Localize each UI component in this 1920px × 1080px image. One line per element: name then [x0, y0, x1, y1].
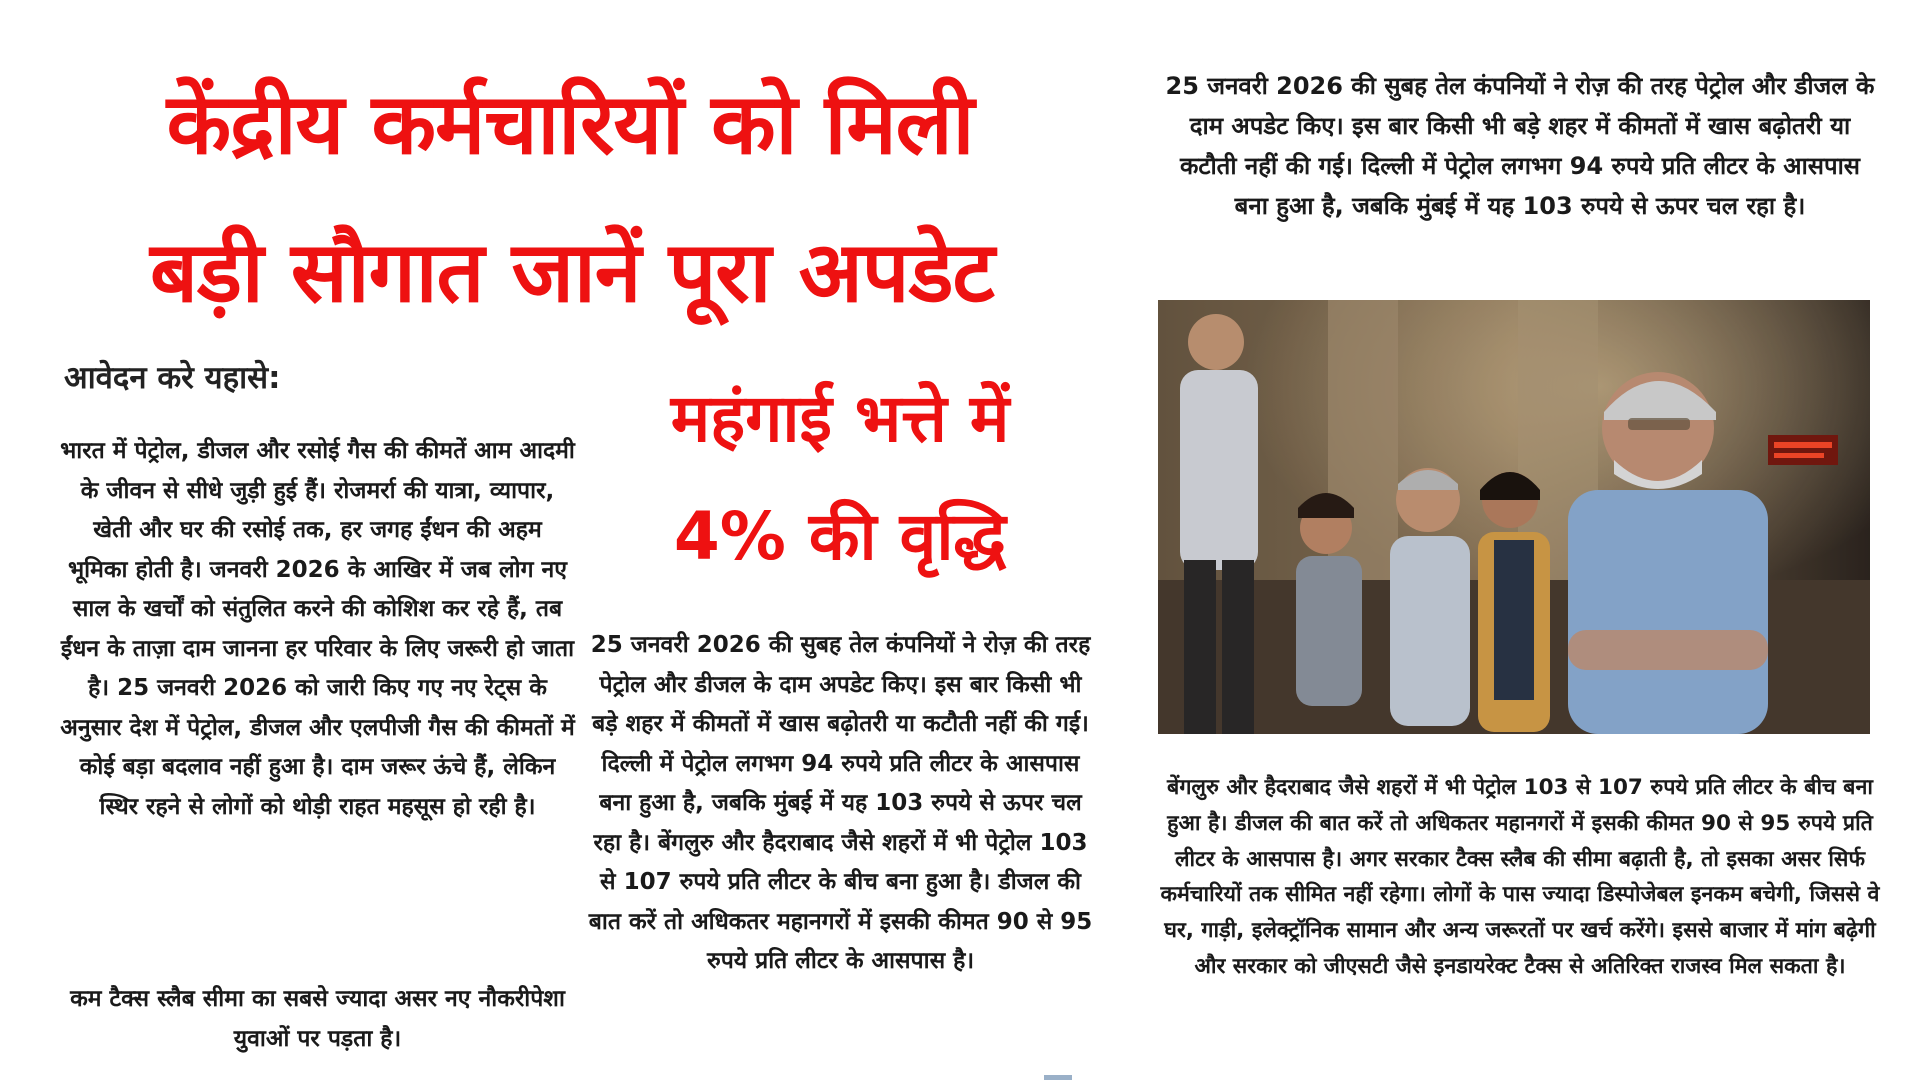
left-column-paragraph-1: भारत में पेट्रोल, डीजल और रसोई गैस की कीमतें आम आदमी के जीवन से सीधे जुड़ी हुई हैं। रोजमर्रा की यात्रा, व्यापार, खेती और घर की रसोई तक, हर जगह ईंधन की अहम भूमिका होती है। जनवरी 2026 के आखिर में जब लोग नए साल के खर्चों को संतुलित करने की कोशिश कर रहे हैं, तब ईंधन के ताज़ा दाम जानना हर परिवार के लिए जरूरी हो जाता है। 25 जनवरी 2026 को जारी किए गए नए रेट्स के अनुसार देश में पेट्रोल, डीजल और एलपीजी गैस की कीमतों में कोई बड़ा बदलाव नहीं हुआ है। दाम जरूर ऊंचे हैं, लेकिन स्थिर रहने से लोगों को थोड़ी राहत महसूस हो रही है।	[60, 438, 575, 820]
sub-headline-line-2: 4% की वृद्धि	[673, 498, 1007, 575]
bottom-edge-marker	[1044, 1075, 1072, 1080]
main-headline	[150, 50, 994, 346]
right-column-paragraph-bottom: बेंगलुरु और हैदराबाद जैसे शहरों में भी पेट्रोल 103 से 107 रुपये प्रति लीटर के बीच बना हुआ है। डीजल की बात करें तो अधिकतर महानगरों में इसकी कीमत 90 से 95 रुपये प्रति लीटर के आसपास है। अगर सरकार टैक्स स्लैब की सीमा बढ़ाती है, तो इसका असर सिर्फ कर्मचारियों तक सीमित नहीं रहेगा। लोगों के पास ज्यादा डिस्पोजेबल इनकम बचेगी, जिससे वे घर, गाड़ी, इलेक्ट्रॉनिक सामान और अन्य जरूरतों पर खर्च करेंगे। इससे बाजार में मांग बढ़ेगी और सरकार को जीएसटी जैसे इनडायरेक्ट टैक्स से अतिरिक्त राजस्व मिल सकता है।	[1160, 775, 1880, 979]
headline-line-2: बड़ी सौगात जानें पूरा अपडेट	[150, 223, 994, 321]
left-column-paragraph-2: कम टैक्स स्लैब सीमा का सबसे ज्यादा असर नए नौकरीपेशा युवाओं पर पड़ता है।	[70, 986, 565, 1052]
middle-column-paragraph: 25 जनवरी 2026 की सुबह तेल कंपनियों ने रोज़ की तरह पेट्रोल और डीजल के दाम अपडेट किए। इस बार किसी भी बड़े शहर में कीमतों में खास बढ़ोतरी या कटौती नहीं की गई। दिल्ली में पेट्रोल लगभग 94 रुपये प्रति लीटर के आसपास बना हुआ है, जबकि मुंबई में यह 103 रुपये से ऊपर चल रहा है। बेंगलुरु और हैदराबाद जैसे शहरों में भी पेट्रोल 103 से 107 रुपये प्रति लीटर के बीच बना हुआ है। डीजल की बात करें तो अधिकतर महानगरों में इसकी कीमत 90 से 95 रुपये प्रति लीटर के आसपास है।	[588, 632, 1093, 974]
right-column-paragraph-top: 25 जनवरी 2026 की सुबह तेल कंपनियों ने रोज़ की तरह पेट्रोल और डीजल के दाम अपडेट किए। इस बार किसी भी बड़े शहर में कीमतों में खास बढ़ोतरी या कटौती नहीं की गई। दिल्ली में पेट्रोल लगभग 94 रुपये प्रति लीटर के आसपास बना हुआ है, जबकि मुंबई में यह 103 रुपये से ऊपर चल रहा है।	[1165, 72, 1875, 220]
employees-photo	[1158, 300, 1870, 734]
headline-line-1: केंद्रीय कर्मचारियों को मिली	[166, 75, 974, 173]
sub-headline	[610, 360, 1070, 596]
sub-headline-line-1: महंगाई भत्ते में	[670, 380, 1010, 457]
apply-label: आवेदन करे यहासे:	[64, 360, 281, 396]
